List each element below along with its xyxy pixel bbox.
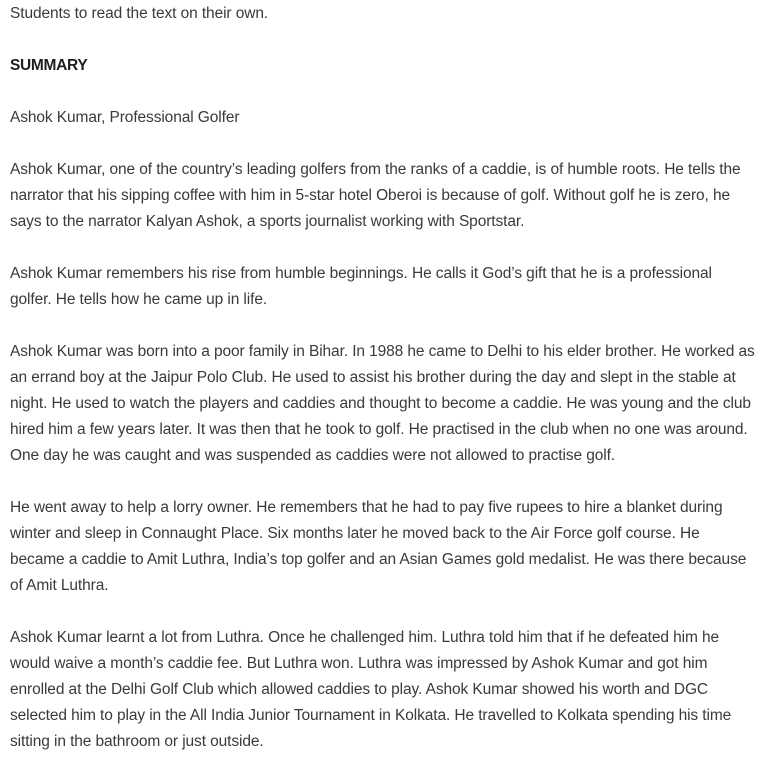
intro-text: Students to read the text on their own. xyxy=(10,5,269,22)
paragraph: Ashok Kumar remembers his rise from humble beginnings. He calls it God’s gift that he is a professional golfer. He tells how he came up in life. xyxy=(10,265,712,308)
paragraph: He went away to help a lorry owner. He remembers that he had to pay five rupees to hire a blanket during winter and sleep in Connaught Place. Six months later he moved back to the Air Force golf course. He became a caddie to Amit Luthra, India’s top golfer and an Asian Games gold medalist. He was there because of Amit Luthra. xyxy=(10,499,747,594)
section-heading: SUMMARY xyxy=(10,57,88,74)
paragraph: Ashok Kumar, one of the country’s leading golfers from the ranks of a caddie, is of humble roots. He tells the narrator that his sipping coffee with him in 5-star hotel Oberoi is because of golf. Without golf he is zero, he says to the narrator Kalyan Ashok, a sports journalist working with Sportstar. xyxy=(10,161,741,230)
section-subtitle: Ashok Kumar, Professional Golfer xyxy=(10,109,240,126)
paragraph: Ashok Kumar was born into a poor family in Bihar. In 1988 he came to Delhi to his elder brother. He worked as an errand boy at the Jaipur Polo Club. He used to assist his brother during the day and slept in the stable at night. He used to watch the players and caddies and thought to become a caddie. He was young and the club hired him a few years later. It was then that he took to golf. He practised in the club when no one was around. One day he was caught and was suspended as caddies were not allowed to practise golf. xyxy=(10,343,755,464)
paragraph: Ashok Kumar learnt a lot from Luthra. Once he challenged him. Luthra told him that if he defeated him he would waive a month’s caddie fee. But Luthra won. Luthra was impressed by Ashok Kumar and got him enrolled at the Delhi Golf Club which allowed caddies to play. Ashok Kumar showed his worth and DGC selected him to play in the All India Junior Tournament in Kolkata. He travelled to Kolkata spending his time sitting in the bathroom or just outside. xyxy=(10,629,732,750)
